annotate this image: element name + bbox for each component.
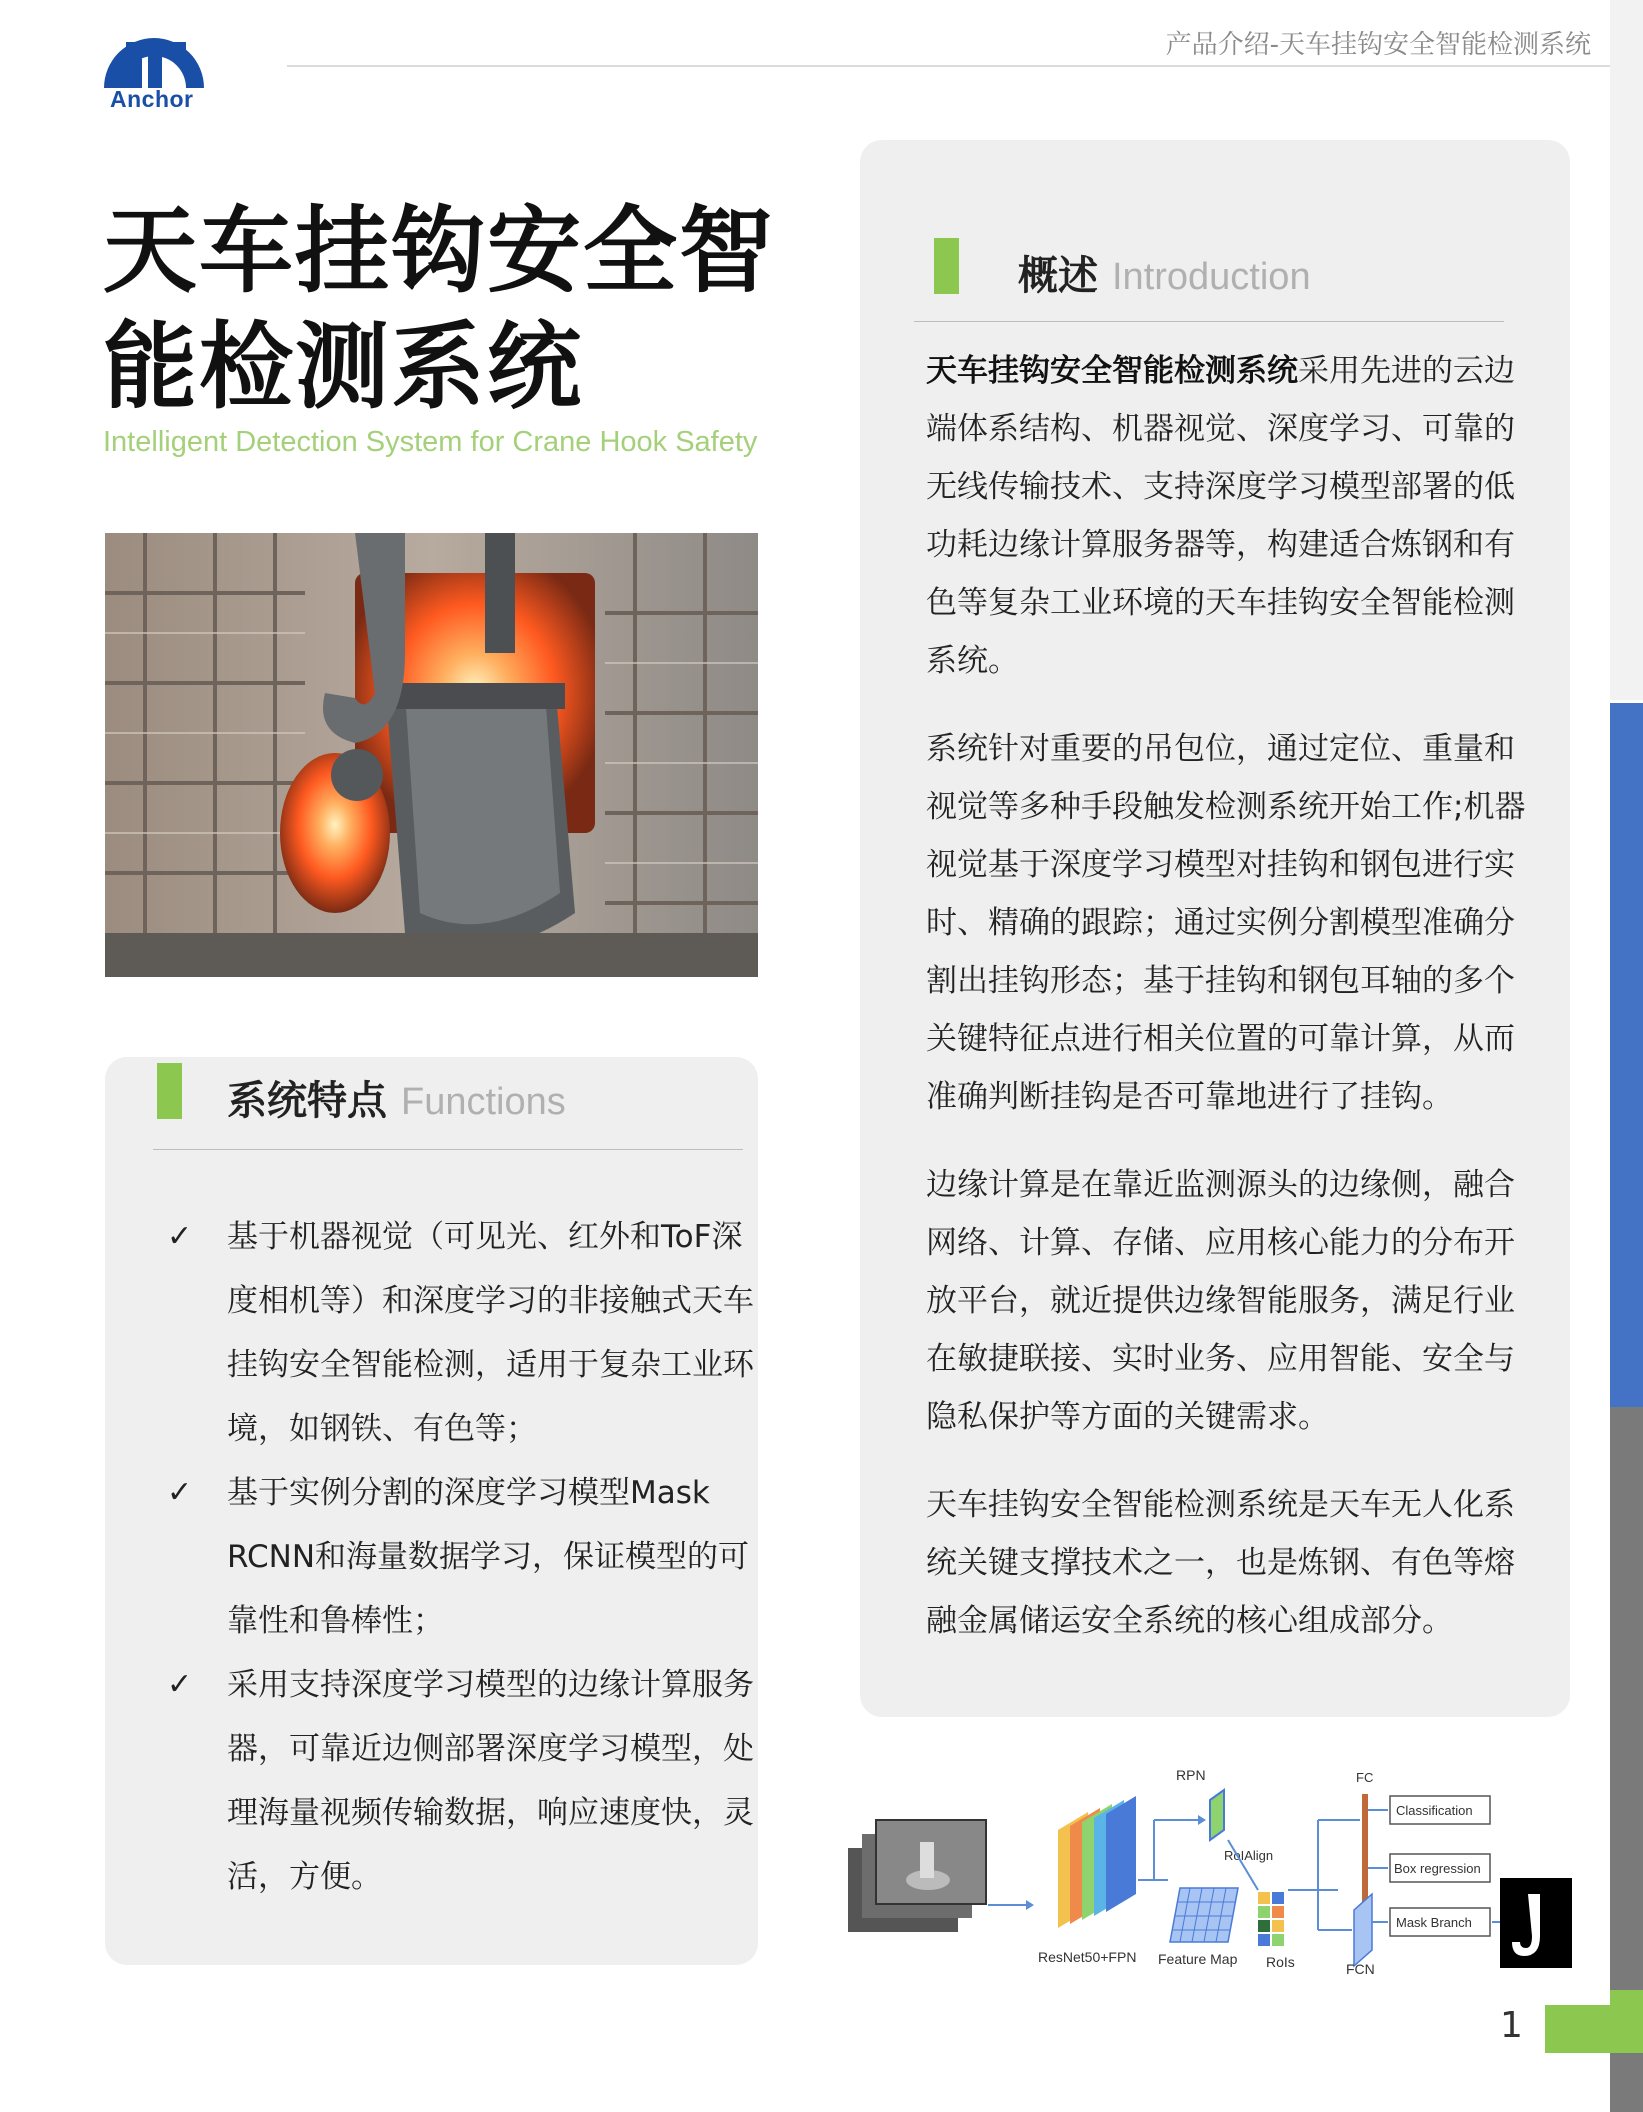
side-bar-blue xyxy=(1610,703,1643,1407)
mask-branch-label: Mask Branch xyxy=(1396,1915,1472,1930)
intro-title-en: Introduction xyxy=(1112,256,1311,298)
intro-body xyxy=(926,342,1526,1680)
intro-paragraph: 系统针对重要的吊包位，通过定位、重量和视觉等多种手段触发检测系统开始工作;机器视觉基于深度学习模型对挂钩和钢包进行实时、精确的跟踪；通过实例分割模型准确分割出挂钩形态；基于挂钩和钢包耳轴的多个关键特征点进行相关位置的可靠计算，从而准确判断挂钩是否可靠地进行了挂钩。 xyxy=(926,731,1526,1115)
intro-product-name: 天车挂钩安全智能检测系统 xyxy=(926,353,1298,389)
functions-section-title xyxy=(227,1069,566,1126)
intro-paragraph: 天车挂钩安全智能检测系统是天车无人化系统关键支撑技术之一，也是炼钢、有色等熔融金属储运安全系统的核心组成部分。 xyxy=(926,1487,1515,1639)
resnet-label: ResNet50+FPN xyxy=(1038,1949,1137,1965)
intro-divider xyxy=(914,321,1504,322)
list-item xyxy=(165,1461,755,1653)
header-title: 产品介绍-天车挂钩安全智能检测系统 xyxy=(1165,30,1591,60)
functions-section-bar xyxy=(157,1063,182,1119)
intro-paragraph-text: 采用先进的云边端体系结构、机器视觉、深度学习、可靠的无线传输技术、支持深度学习模型部署的低功耗边缘计算服务器等，构建适合炼钢和有色等复杂工业环境的天车挂钩安全智能检测系统。 xyxy=(926,353,1515,679)
check-icon: ✓ xyxy=(167,1475,193,1510)
box-regression-label: Box regression xyxy=(1394,1861,1481,1876)
feature-text: 采用支持深度学习模型的边缘计算服务器，可靠近边侧部署深度学习模型，处理海量视频传输数据，响应速度快，灵活，方便。 xyxy=(227,1667,754,1895)
intro-title-cn: 概述 xyxy=(1018,253,1098,299)
side-bar-light xyxy=(1610,0,1643,700)
roialign-label: RoIAlign xyxy=(1224,1848,1274,1863)
logo-text: Anchor xyxy=(110,86,194,112)
header-divider xyxy=(287,65,1610,67)
anchor-logo-mark xyxy=(100,22,208,92)
mask-rcnn-diagram xyxy=(848,1760,1578,1980)
rois-grid xyxy=(1258,1892,1284,1946)
classification-label: Classification xyxy=(1396,1803,1473,1818)
page-title: 天车挂钩安全智能检测系统 xyxy=(103,197,776,422)
check-icon: ✓ xyxy=(167,1219,193,1254)
feature-text: 基于机器视觉（可见光、红外和ToF深度相机等）和深度学习的非接触式天车挂钩安全智能检测，适用于复杂工业环境，如钢铁、有色等； xyxy=(227,1219,754,1447)
functions-title-cn: 系统特点 xyxy=(227,1078,387,1124)
intro-section-bar xyxy=(934,238,959,294)
page-tab xyxy=(1545,2005,1643,2053)
feature-text: 基于实例分割的深度学习模型Mask RCNN和海量数据学习，保证模型的可靠性和鲁棒性； xyxy=(227,1475,750,1639)
feature-list xyxy=(165,1205,755,1909)
functions-divider xyxy=(153,1149,743,1150)
page-number: 1 xyxy=(1500,2005,1523,2046)
fcn-label: FCN xyxy=(1346,1961,1375,1977)
list-item xyxy=(165,1205,755,1461)
intro-section-title xyxy=(1018,244,1311,301)
steel-ladle-photo xyxy=(105,533,758,977)
intro-paragraph: 边缘计算是在靠近监测源头的边缘侧，融合网络、计算、存储、应用核心能力的分布开放平台，就近提供边缘智能服务，满足行业在敏捷联接、实时业务、应用智能、安全与隐私保护等方面的关键需求。 xyxy=(926,1167,1515,1435)
feature-map-label: Feature Map xyxy=(1158,1951,1238,1967)
fc-label: FC xyxy=(1356,1770,1374,1785)
mask-output xyxy=(1500,1878,1572,1968)
page-subtitle: Intelligent Detection System for Crane Hook Safety xyxy=(103,426,758,458)
functions-title-en: Functions xyxy=(401,1081,566,1123)
intro-paragraph xyxy=(926,342,1526,690)
resnet-fpn-stack xyxy=(1058,1796,1136,1928)
feature-map-grid xyxy=(1170,1888,1238,1942)
rpn-label: RPN xyxy=(1176,1767,1206,1783)
list-item xyxy=(165,1653,755,1909)
rois-label: RoIs xyxy=(1266,1954,1295,1970)
anchor-logo xyxy=(100,22,208,114)
functions-panel xyxy=(105,1057,758,1965)
input-images xyxy=(848,1820,986,1932)
check-icon: ✓ xyxy=(167,1667,193,1702)
introduction-panel xyxy=(860,140,1570,1717)
